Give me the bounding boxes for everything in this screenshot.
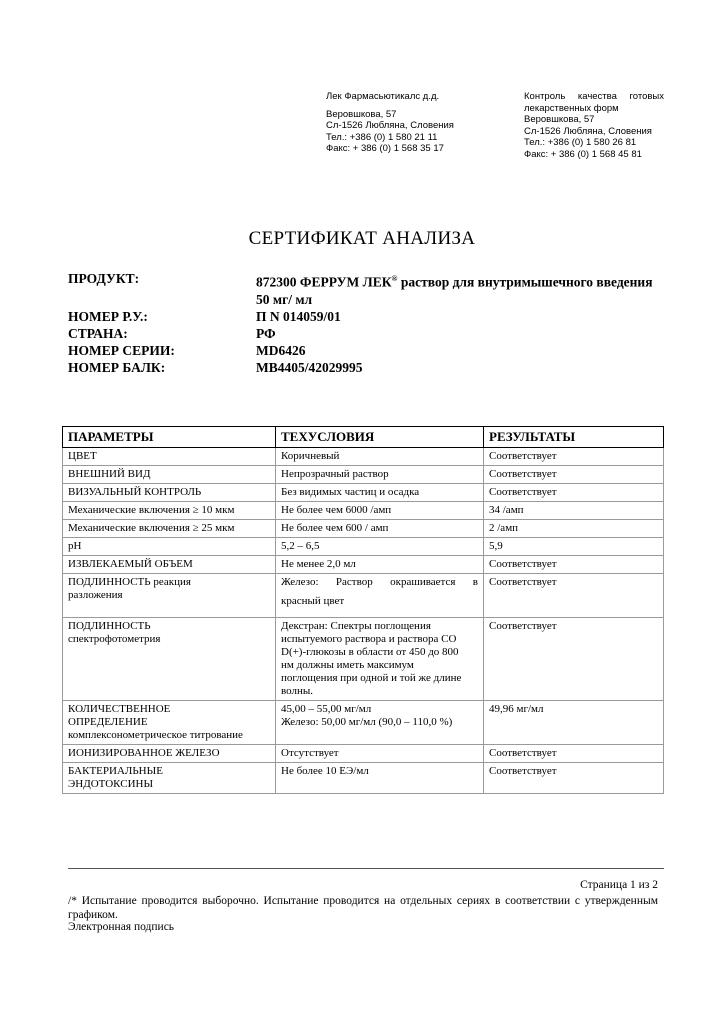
country-value: РФ — [256, 325, 276, 341]
page-number: Страница 1 из 2 — [580, 879, 658, 891]
spec-cell: Не более 10 ЕЭ/мл — [276, 763, 484, 794]
result-cell: Соответствует — [484, 745, 664, 763]
company-fax: Факс: + 386 (0) 1 568 35 17 — [326, 143, 444, 154]
result-cell: 34 /амп — [484, 502, 664, 520]
spec-cell: Непрозрачный раствор — [276, 466, 484, 484]
param-cell: Механические включения ≥ 10 мкм — [63, 502, 276, 520]
product-row — [68, 270, 668, 308]
table-row — [63, 466, 664, 484]
result-cell: Соответствует — [484, 466, 664, 484]
table-row — [63, 448, 664, 466]
param-cell: ИЗВЛЕКАЕМЫЙ ОБЪЕМ — [63, 556, 276, 574]
batch-label: НОМЕР СЕРИИ: — [68, 342, 175, 358]
result-cell: Соответствует — [484, 484, 664, 502]
footer-divider — [68, 868, 664, 869]
table-row — [63, 556, 664, 574]
spec-cell: Не более чем 600 / амп — [276, 520, 484, 538]
result-cell: Соответствует — [484, 556, 664, 574]
param-cell: ИОНИЗИРОВАННОЕ ЖЕЛЕЗО — [63, 745, 276, 763]
spec-cell: Не более чем 6000 /амп — [276, 502, 484, 520]
table-row — [63, 484, 664, 502]
reg-value: П N 014059/01 — [256, 308, 341, 324]
company-name: Лек Фармасьютикалс д.д. — [326, 91, 440, 102]
qc-street: Веровшкова, 57 — [524, 114, 595, 125]
spec-cell: 5,2 – 6,5 — [276, 538, 484, 556]
table-row — [63, 618, 664, 701]
product-label: ПРОДУКТ: — [68, 271, 140, 286]
reg-label: НОМЕР Р.У.: — [68, 308, 148, 324]
document-title: СЕРТИФИКАТ АНАЛИЗА — [248, 228, 476, 249]
table-row — [63, 502, 664, 520]
result-cell: Соответствует — [484, 448, 664, 466]
header-params: ПАРАМЕТРЫ — [63, 427, 276, 448]
result-cell: 49,96 мг/мл — [484, 701, 664, 745]
table-header-row — [63, 427, 664, 448]
product-info — [68, 270, 668, 376]
bulk-value: MB4405/42029995 — [256, 359, 363, 375]
product-value: 872300 ФЕРРУМ ЛЕК® раствор для внутримышечного введения 50 мг/ мл — [256, 274, 653, 307]
spec-cell: Железо: Раствор окрашивается в красный цвет — [276, 574, 484, 618]
batch-value: MD6426 — [256, 342, 306, 358]
param-cell: ВНЕШНИЙ ВИД — [63, 466, 276, 484]
bulk-label: НОМЕР БАЛК: — [68, 359, 166, 375]
spec-cell: Без видимых частиц и осадка — [276, 484, 484, 502]
qc-city: Сл-1526 Любляна, Словения — [524, 125, 652, 137]
param-cell: ЦВЕТ — [63, 448, 276, 466]
electronic-signature: Электронная подпись — [68, 921, 175, 933]
table-row — [63, 763, 664, 794]
bulk-row — [68, 359, 668, 376]
result-cell: Соответствует — [484, 574, 664, 618]
param-cell: ПОДЛИННОСТЬ реакция разложения — [63, 574, 276, 618]
country-label: СТРАНА: — [68, 325, 128, 341]
table-row — [63, 701, 664, 745]
param-cell: Механические включения ≥ 25 мкм — [63, 520, 276, 538]
table-row — [63, 574, 664, 618]
table-row — [63, 520, 664, 538]
qc-phone: Тел.: +386 (0) 1 580 26 81 — [524, 137, 637, 148]
reg-row — [68, 308, 668, 325]
company-phone: Тел.: +386 (0) 1 580 21 11 — [326, 131, 438, 143]
company-address-left — [326, 91, 496, 155]
parameters-table — [62, 426, 664, 794]
qc-name-line1: Контроль качества готовых — [524, 91, 664, 102]
company-street: Веровшкова, 57 — [326, 108, 397, 120]
table-row — [63, 538, 664, 556]
qc-name-line2: лекарственных форм — [524, 102, 619, 114]
param-cell: ПОДЛИННОСТЬ спектрофотометрия — [63, 618, 276, 701]
param-cell: pH — [63, 538, 276, 556]
param-cell: БАКТЕРИАЛЬНЫЕ ЭНДОТОКСИНЫ — [63, 763, 276, 794]
param-cell: КОЛИЧЕСТВЕННОЕ ОПРЕДЕЛЕНИЕ комплексонометрическое титрование — [63, 701, 276, 745]
result-cell: Соответствует — [484, 763, 664, 794]
country-row — [68, 325, 668, 342]
spec-cell: Декстран: Спектры поглощения испытуемого раствора и раствора СО D(+)-глюкозы в области от 450 до 800 нм должны иметь максимум поглощения при одной и той же длине волны. — [276, 618, 484, 701]
footnote: /* Испытание проводится выборочно. Испытание проводится на отдельных сериях в соответствии с утвержденным графиком. — [68, 895, 658, 921]
company-city: Сл-1526 Любляна, Словения — [326, 120, 454, 131]
company-address-right — [524, 91, 664, 160]
param-cell: ВИЗУАЛЬНЫЙ КОНТРОЛЬ — [63, 484, 276, 502]
spec-cell: Отсутствует — [276, 745, 484, 763]
header-results: РЕЗУЛЬТАТЫ — [484, 427, 664, 448]
registered-mark: ® — [391, 274, 398, 283]
result-cell: 5,9 — [484, 538, 664, 556]
header-specs: ТЕХУСЛОВИЯ — [276, 427, 484, 448]
spec-cell: 45,00 – 55,00 мг/мл Железо: 50,00 мг/мл (90,0 – 110,0 %) — [276, 701, 484, 745]
spec-cell: Не менее 2,0 мл — [276, 556, 484, 574]
qc-fax: Факс: + 386 (0) 1 568 45 81 — [524, 148, 642, 160]
batch-row — [68, 342, 668, 359]
result-cell: Соответствует — [484, 618, 664, 701]
result-cell: 2 /амп — [484, 520, 664, 538]
spec-cell: Коричневый — [276, 448, 484, 466]
table-row — [63, 745, 664, 763]
